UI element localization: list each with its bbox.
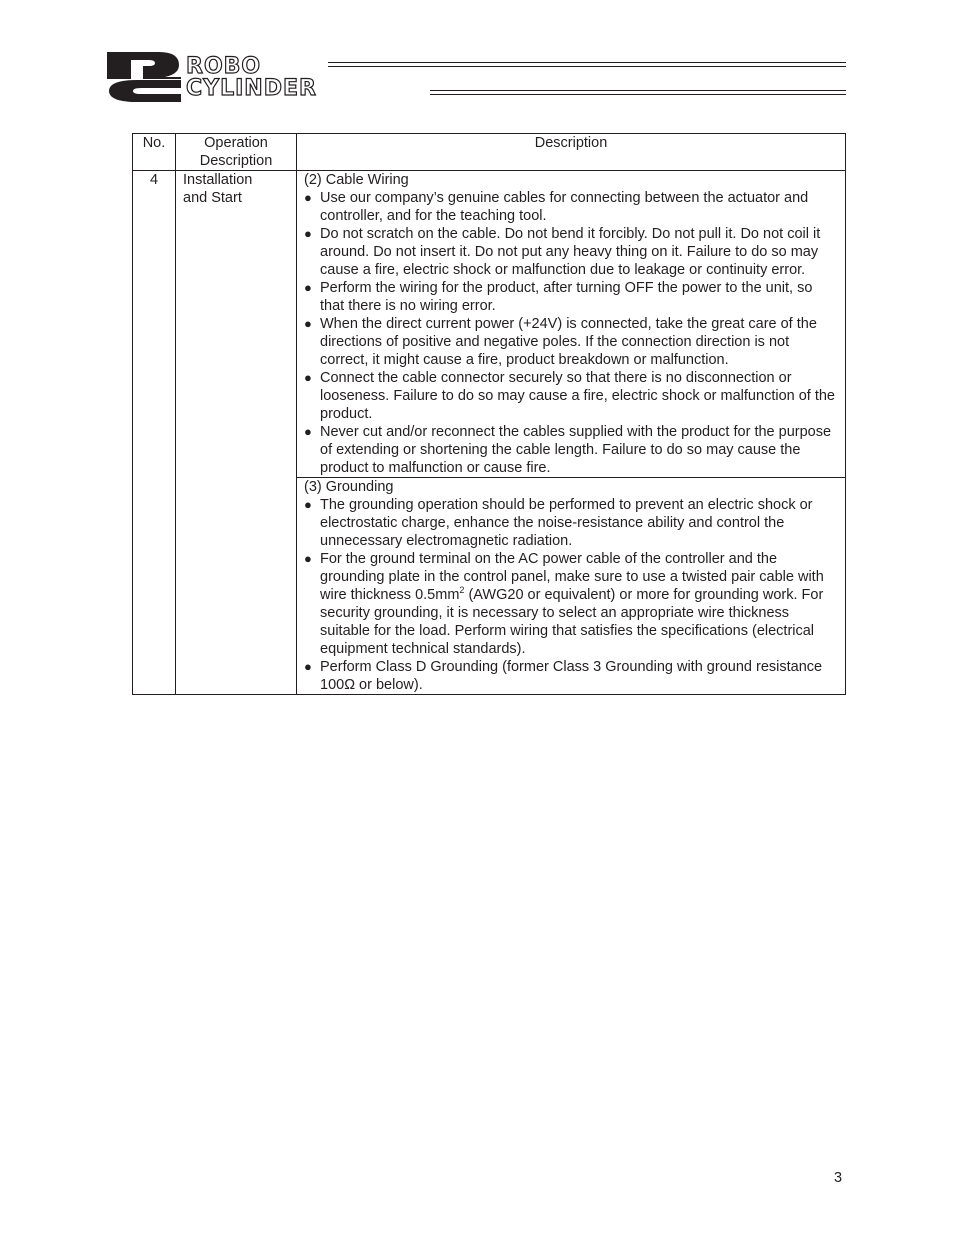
superscript: 2 <box>459 585 465 596</box>
bullet-icon: ● <box>304 497 312 512</box>
page-header <box>0 0 954 110</box>
list-item: ● Perform Class D Grounding (former Class 3 Grounding with ground resistance 100Ω or below). <box>304 659 823 693</box>
bullet-list <box>304 496 839 694</box>
list-item: ● Perform the wiring for the product, after turning OFF the power to the unit, so that there is no wiring error. <box>304 280 813 314</box>
bullet-icon: ● <box>304 316 312 331</box>
header-rule <box>328 66 846 67</box>
list-item: ● For the ground terminal on the AC power cable of the controller and the grounding plate in the control panel, make sure to use a twisted pair cable with wire thickness $0.5mm^2$ (AWG20 or equivalent) or more for grounding work. For security grounding, it is necessary to select an appropriate wire thickness suitable for the load. Perform wiring that satisfies the specifications (electrical equipment technical standards). <box>304 551 824 657</box>
safety-table <box>132 133 846 695</box>
header-rule <box>430 90 846 91</box>
header-rule <box>328 62 846 63</box>
row-number: 4 <box>133 171 176 695</box>
section-cable-wiring <box>297 171 846 478</box>
bullet-icon: ● <box>304 280 312 295</box>
header-no: No. <box>133 134 176 171</box>
header-operation-description: Operation Description <box>176 134 297 171</box>
page-number: 3 <box>834 1170 843 1186</box>
list-item: ● Use our company’s genuine cables for connecting between the actuator and controller, and for the teaching tool. <box>304 190 809 224</box>
section-grounding <box>297 478 846 695</box>
row-operation: Installation and Start <box>176 171 297 695</box>
robo-cylinder-logo-mark <box>107 52 183 102</box>
header-rule <box>430 94 846 95</box>
section-title: (2) Cable Wiring <box>304 172 409 188</box>
brand-word-robo: ROBO <box>186 54 262 79</box>
section-title: (3) Grounding <box>304 479 394 495</box>
list-item: ● Connect the cable connector securely so that there is no disconnection or looseness. Failure to do so may cause a fire, electric shock or malfunction of the product. <box>304 370 835 422</box>
list-item: ● When the direct current power (+24V) is connected, take the great care of the directions of positive and negative poles. If the connection direction is not correct, it might cause a fire, product breakdown or malfunction. <box>304 316 817 368</box>
brand-word-cylinder: CYLINDER <box>186 76 317 101</box>
header-description: Description <box>297 134 846 171</box>
bullet-icon: ● <box>304 659 312 674</box>
bullet-icon: ● <box>304 424 312 439</box>
bullet-icon: ● <box>304 190 312 205</box>
bullet-icon: ● <box>304 551 312 566</box>
bullet-icon: ● <box>304 370 312 385</box>
table-row <box>133 171 846 478</box>
table-header-row <box>133 134 846 171</box>
bullet-list <box>304 189 839 477</box>
list-item: ● The grounding operation should be performed to prevent an electric shock or electrostatic charge, enhance the noise-resistance ability and control the unnecessary electromagnetic radiation. <box>304 497 813 549</box>
list-item: ● Do not scratch on the cable. Do not bend it forcibly. Do not pull it. Do not coil it around. Do not insert it. Do not put any heavy thing on it. Failure to do so may cause a fire, electric shock or malfunction due to leakage or continuity error. <box>304 226 821 278</box>
bullet-icon: ● <box>304 226 312 241</box>
list-item: ● Never cut and/or reconnect the cables supplied with the product for the purpose of extending or shortening the cable length. Failure to do so may cause the product to malfunction or cause fire. <box>304 424 832 476</box>
